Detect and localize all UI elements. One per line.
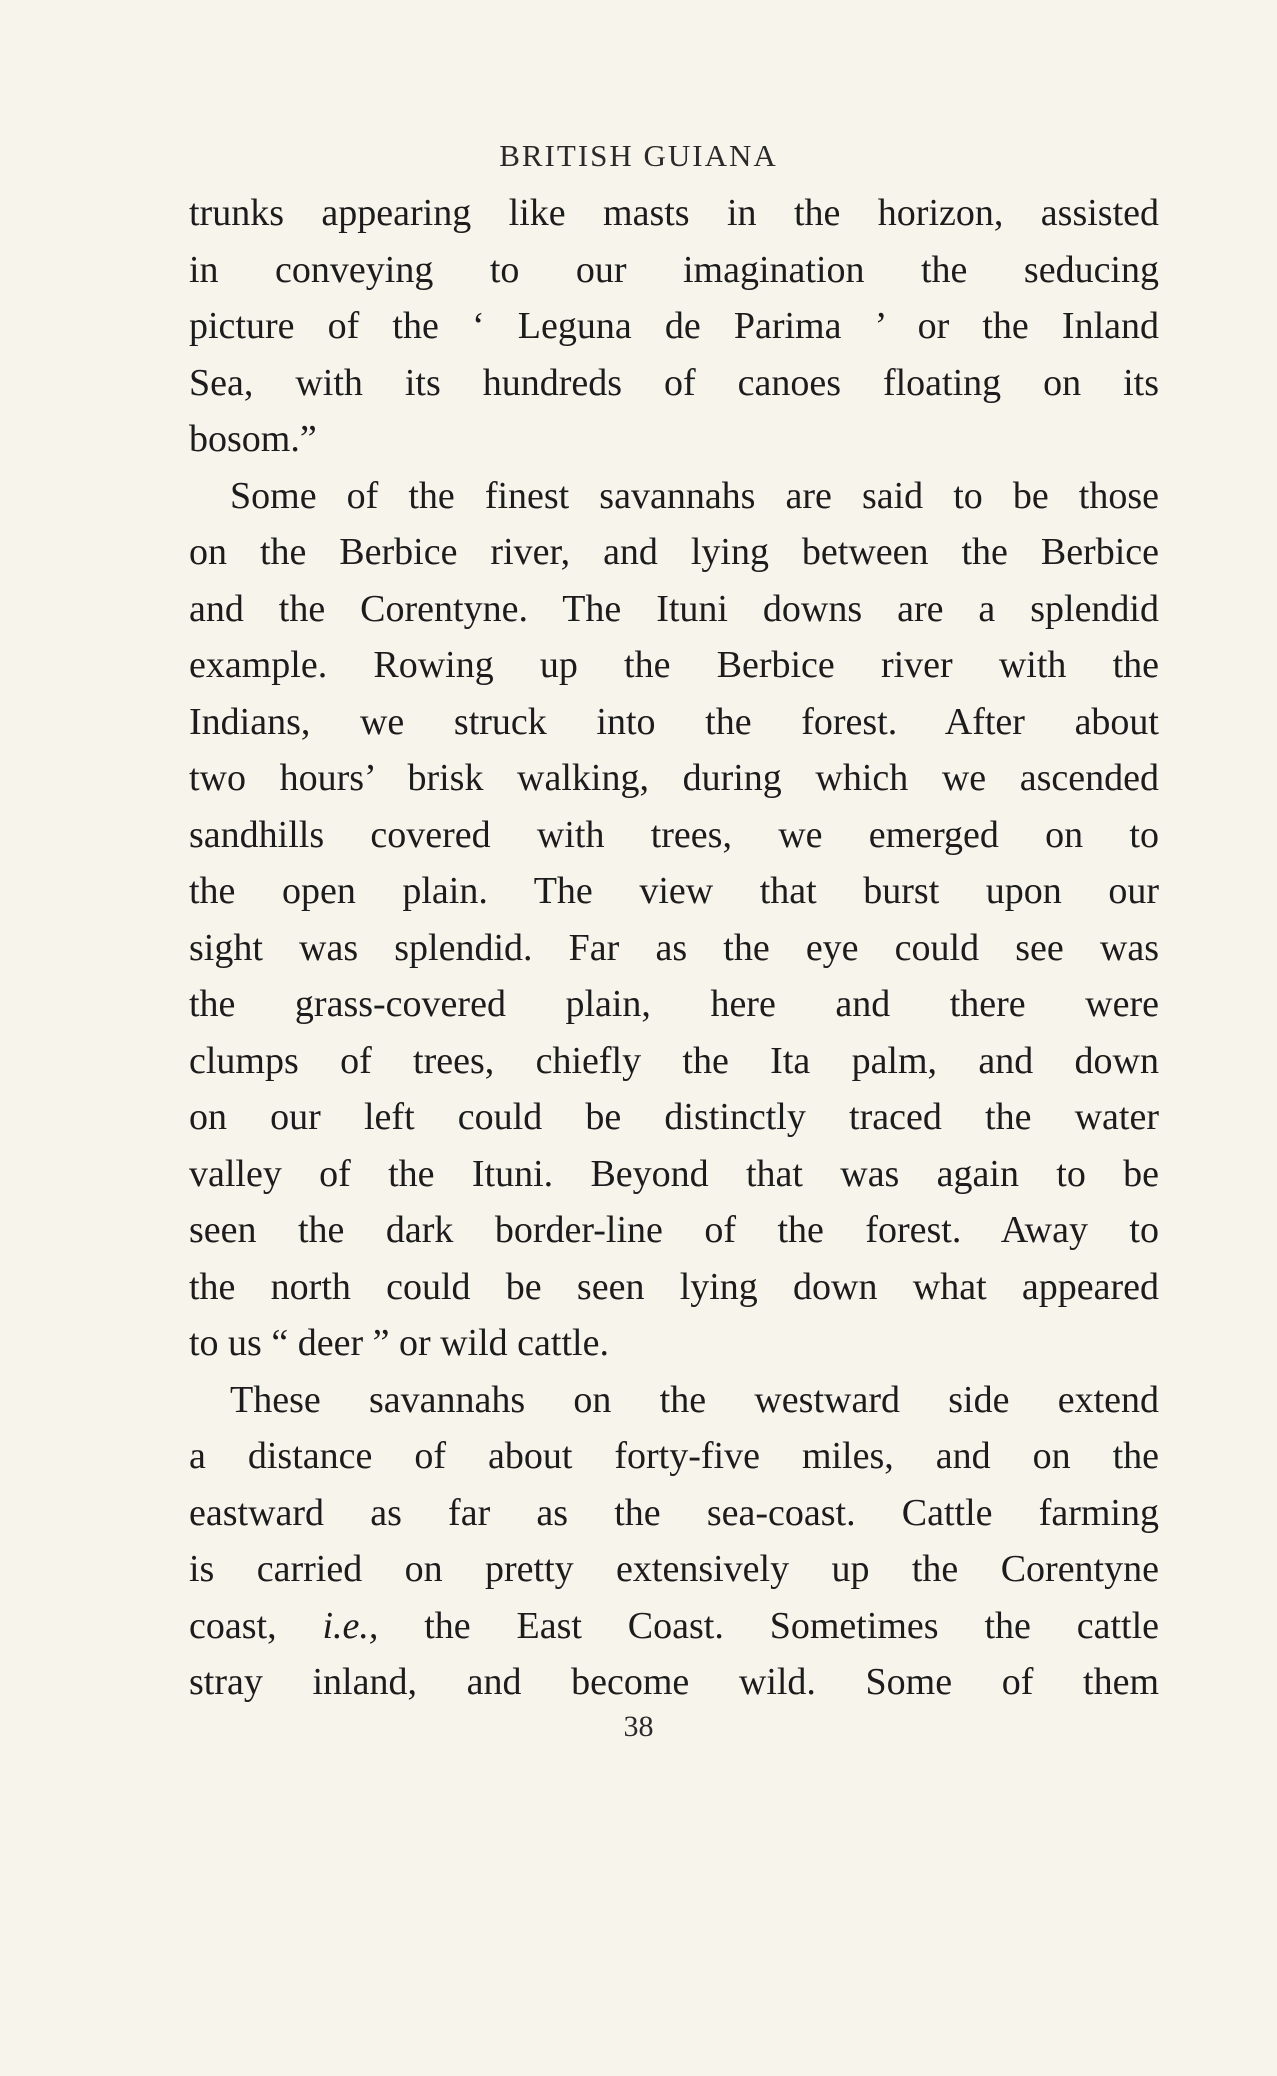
text-line: These savannahs on the westward side extend [230, 1378, 1159, 1421]
text-line: the open plain. The view that burst upon our [189, 870, 1159, 912]
text-line: the north could be seen lying down what appeared [189, 1265, 1159, 1308]
text-line: example. Rowing up the Berbice river with the [189, 644, 1159, 686]
text-fragment: coast, [189, 1604, 323, 1647]
text-line: is carried on pretty extensively up the Corentyne [189, 1548, 1159, 1590]
text-line: sight was splendid. Far as the eye could see was [189, 926, 1159, 969]
text-line: to us “ deer ” or wild cattle. [189, 1322, 609, 1364]
text-line: stray inland, and become wild. Some of them [189, 1661, 1159, 1703]
page-number: 38 [623, 1710, 654, 1743]
text-line: bosom.” [189, 418, 317, 460]
text-line: the grass-covered plain, here and there were [189, 983, 1159, 1025]
text-line-mixed [189, 1598, 1159, 1655]
text-line: picture of the ‘ Leguna de Parima ’ or the Inland [189, 305, 1159, 347]
text-line: a distance of about forty-five miles, and on the [189, 1435, 1159, 1477]
text-line: on our left could be distinctly traced the water [189, 1096, 1159, 1138]
text-line: Some of the finest savannahs are said to be those [230, 474, 1159, 517]
text-line: in conveying to our imagination the seducing [189, 248, 1159, 291]
running-head: BRITISH GUIANA [499, 138, 778, 173]
text-line: and the Corentyne. The Ituni downs are a splendid [189, 587, 1159, 630]
text-line: two hours’ brisk walking, during which we ascended [189, 757, 1159, 799]
text-fragment: the East Coast. Sometimes the cattle [424, 1604, 1159, 1647]
body-text [189, 185, 1159, 1711]
text-line: valley of the Ituni. Beyond that was again to be [189, 1152, 1159, 1195]
text-line: Sea, with its hundreds of canoes floating on its [189, 361, 1159, 404]
text-line: eastward as far as the sea-coast. Cattle farming [189, 1491, 1159, 1534]
italic-abbreviation: i.e., [322, 1604, 379, 1647]
text-line: seen the dark border-line of the forest. Away to [189, 1209, 1159, 1251]
text-line: Indians, we struck into the forest. After about [189, 700, 1159, 743]
text-line: trunks appearing like masts in the horizon, assisted [189, 192, 1159, 234]
text-line: sandhills covered with trees, we emerged on to [189, 813, 1159, 856]
text-line: on the Berbice river, and lying between the Berbice [189, 531, 1159, 573]
text-line: clumps of trees, chiefly the Ita palm, and down [189, 1039, 1159, 1082]
